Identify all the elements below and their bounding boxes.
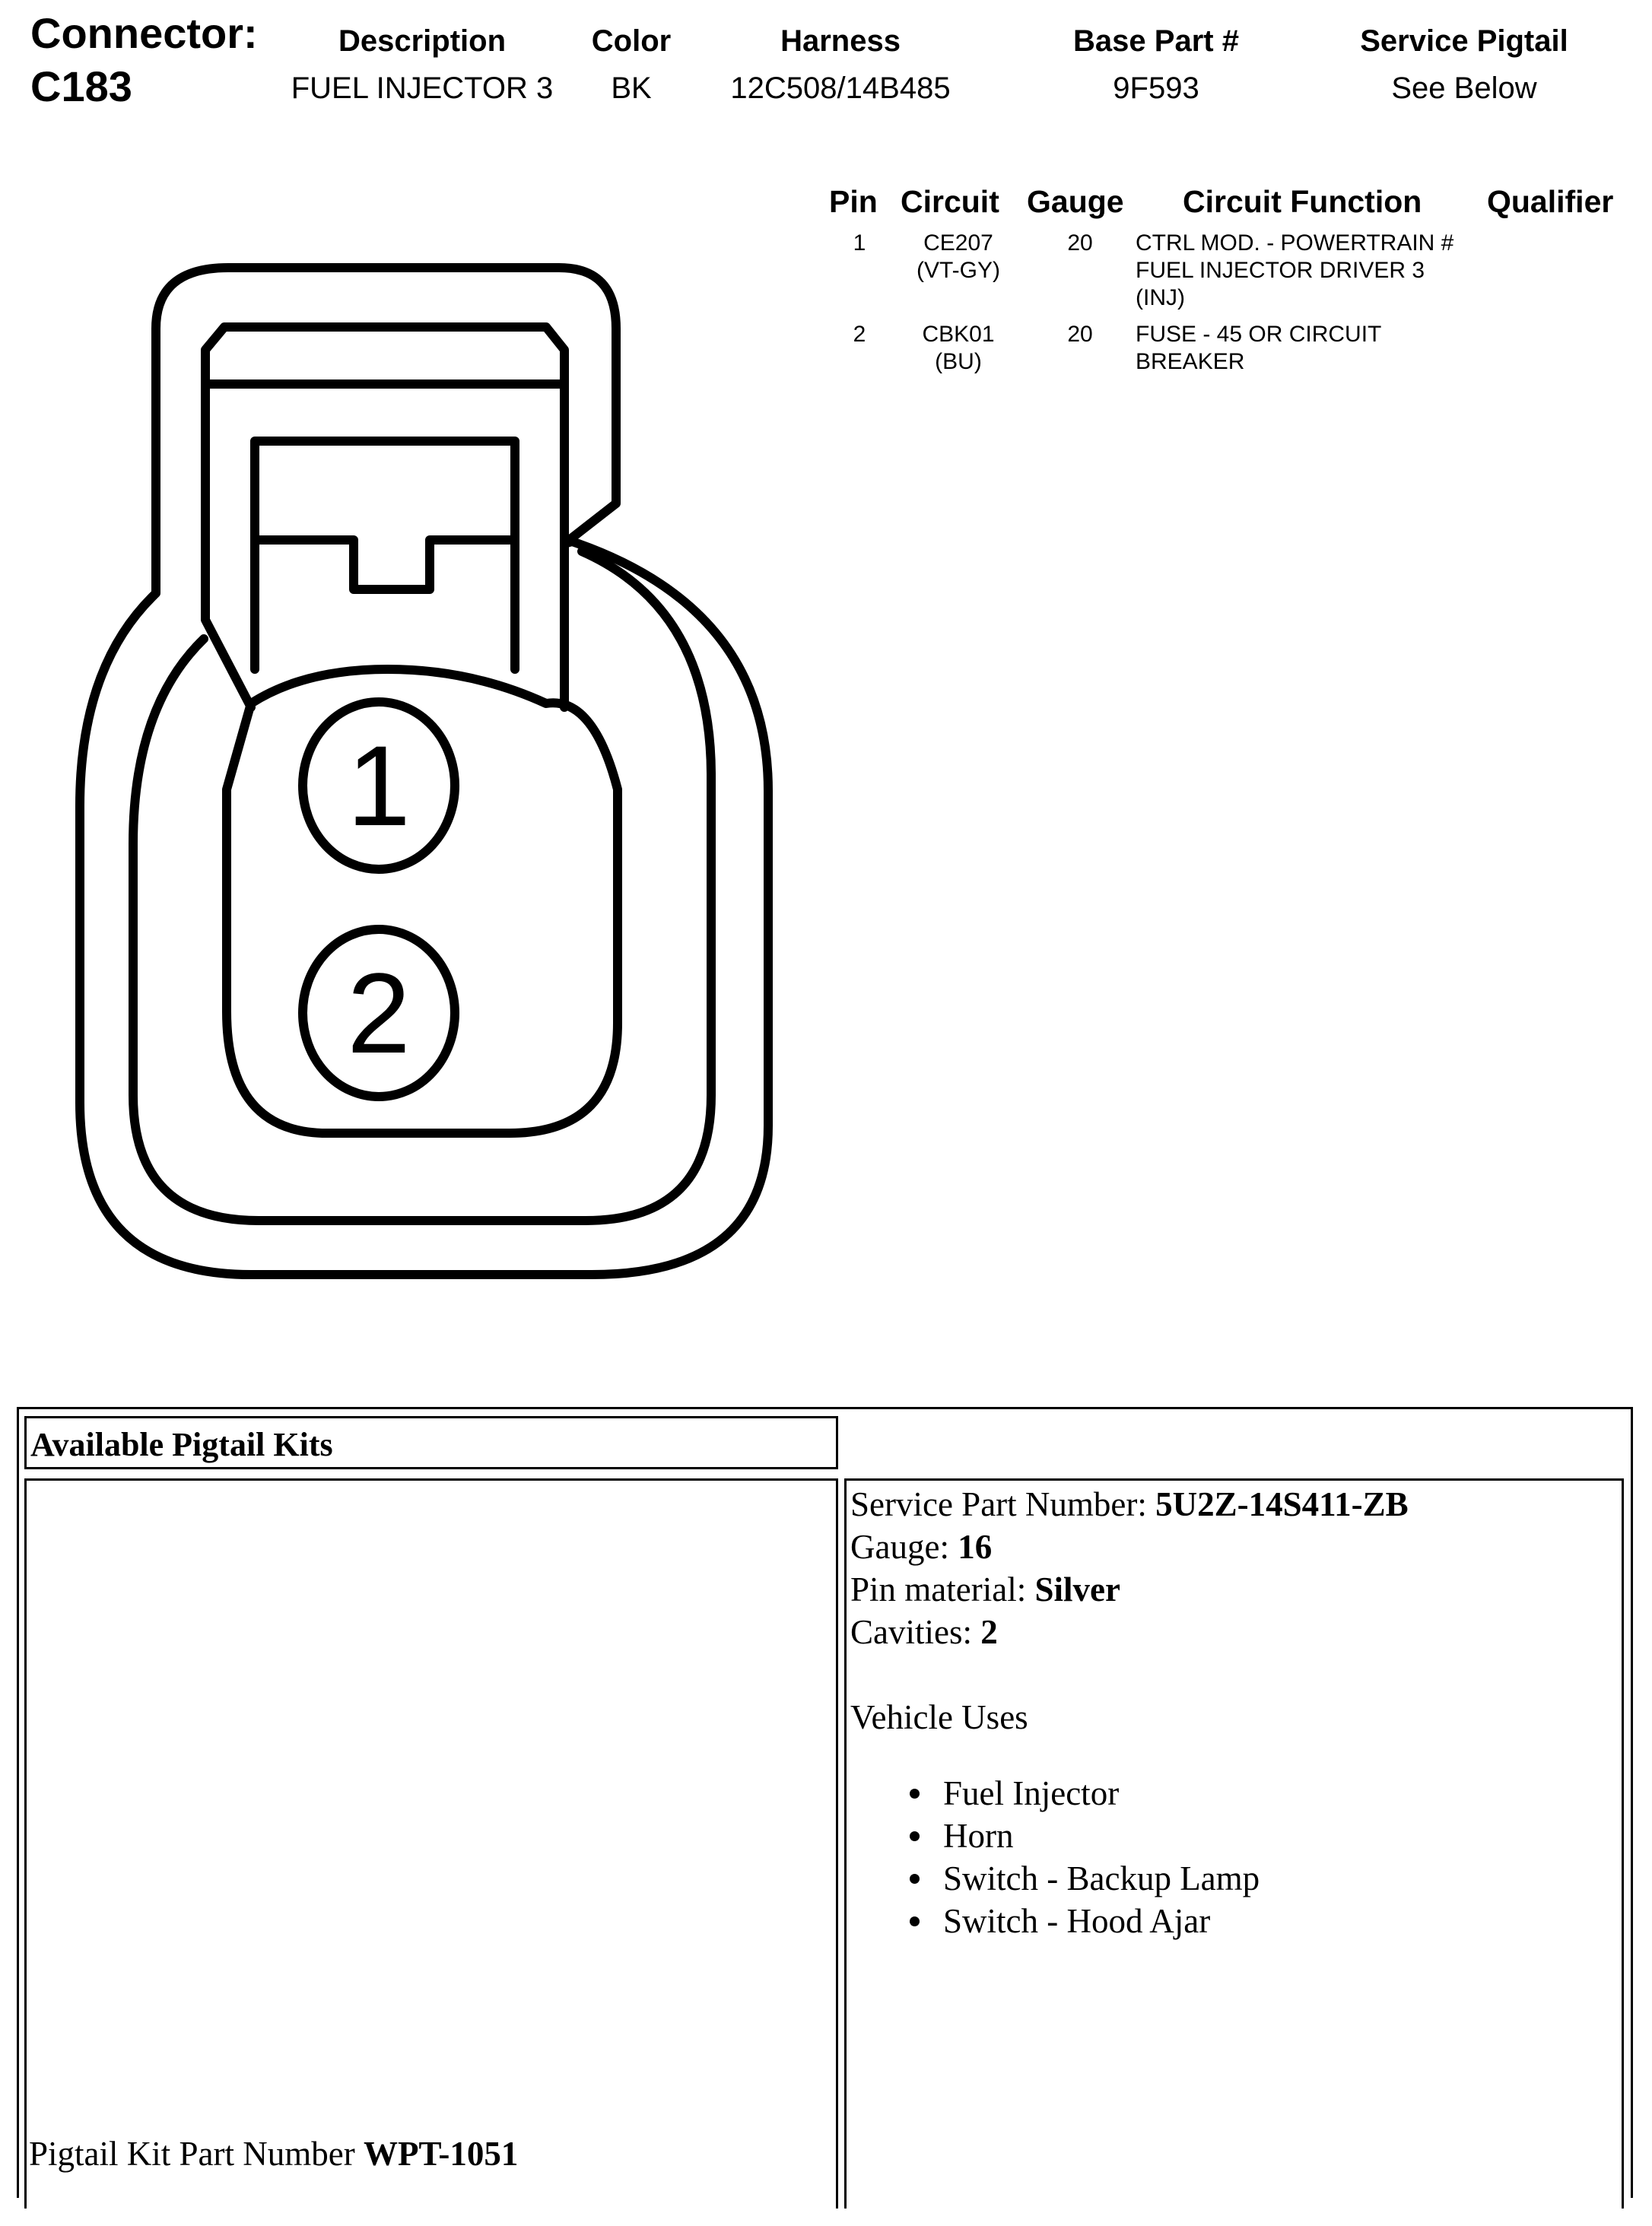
list-item	[904, 1900, 1260, 1942]
gauge-value: 16	[958, 1528, 993, 1566]
connector-id: C183	[30, 62, 132, 110]
circuit-function-line: CTRL MOD. - POWERTRAIN #	[1136, 230, 1454, 256]
bullet-icon	[910, 1789, 920, 1799]
vehicle-use-text: Switch - Hood Ajar	[943, 1902, 1211, 1940]
pin-number: 1	[853, 230, 866, 256]
circuit-color: (VT-GY)	[917, 258, 1000, 283]
circuit-function-line: FUSE - 45 OR CIRCUIT	[1136, 322, 1382, 347]
base-part-value: 9F593	[1113, 71, 1199, 105]
base-part-heading: Base Part #	[1073, 24, 1239, 58]
kit-part-label: Pigtail Kit Part Number	[29, 2135, 364, 2173]
pigtail-kit-part-number	[29, 2132, 518, 2175]
pin-number: 2	[853, 322, 866, 347]
list-item	[904, 1815, 1260, 1857]
pin-1-label: 1	[347, 722, 411, 849]
harness-value: 12C508/14B485	[730, 71, 951, 105]
circuit-function-heading: Circuit Function	[1183, 184, 1422, 219]
pin-2-label: 2	[347, 949, 411, 1077]
pin-heading: Pin	[829, 184, 878, 219]
kit-part-value: WPT-1051	[363, 2135, 519, 2173]
pigtail-image-cell	[24, 1478, 838, 2209]
vehicle-use-text: Fuel Injector	[943, 1774, 1120, 1812]
circuit-function-line: BREAKER	[1136, 349, 1245, 374]
service-pigtail-heading: Service Pigtail	[1360, 24, 1568, 58]
vehicle-use-text: Horn	[943, 1817, 1014, 1855]
lock-window	[255, 441, 515, 669]
circuit-function-line: (INJ)	[1136, 285, 1185, 310]
connector-face-diagram	[68, 259, 791, 1293]
bullet-icon	[910, 1916, 920, 1926]
pin-material-spec	[850, 1568, 1120, 1611]
service-part-value: 5U2Z-14S411-ZB	[1155, 1485, 1409, 1523]
vehicle-uses-list	[904, 1772, 1260, 1942]
cavity-body	[227, 669, 618, 1133]
service-part-number	[850, 1483, 1409, 1526]
pigtail-kits-title: Available Pigtail Kits	[30, 1426, 333, 1463]
pin-material-value: Silver	[1034, 1570, 1120, 1608]
vehicle-uses-label: Vehicle Uses	[850, 1698, 1028, 1736]
cavities-label: Cavities:	[850, 1613, 981, 1651]
vehicle-use-text: Switch - Backup Lamp	[943, 1859, 1260, 1897]
circuit-heading: Circuit	[901, 184, 999, 219]
circuit-function-line: FUEL INJECTOR DRIVER 3	[1136, 258, 1425, 283]
pin-material-label: Pin material:	[850, 1570, 1035, 1608]
circuit-code: CE207	[923, 230, 993, 256]
bullet-icon	[910, 1874, 920, 1884]
circuit-color: (BU)	[935, 349, 982, 374]
harness-heading: Harness	[780, 24, 901, 58]
description-value: FUEL INJECTOR 3	[291, 71, 554, 105]
connector-label: Connector:	[30, 9, 258, 57]
gauge-heading: Gauge	[1027, 184, 1124, 219]
list-item	[904, 1772, 1260, 1815]
wire-gauge: 20	[1067, 230, 1093, 256]
gauge-label: Gauge:	[850, 1528, 958, 1566]
list-item	[904, 1857, 1260, 1900]
color-heading: Color	[591, 24, 672, 58]
service-pigtail-value: See Below	[1391, 71, 1537, 105]
wire-gauge: 20	[1067, 322, 1093, 347]
gauge-spec	[850, 1526, 992, 1568]
cavities-spec	[850, 1611, 998, 1653]
description-heading: Description	[338, 24, 507, 58]
color-value: BK	[611, 71, 652, 105]
cavities-value: 2	[980, 1613, 998, 1651]
service-part-label: Service Part Number:	[850, 1485, 1156, 1523]
housing-outline	[80, 268, 768, 1275]
bullet-icon	[910, 1831, 920, 1841]
circuit-code: CBK01	[922, 322, 995, 347]
qualifier-heading: Qualifier	[1487, 184, 1614, 219]
